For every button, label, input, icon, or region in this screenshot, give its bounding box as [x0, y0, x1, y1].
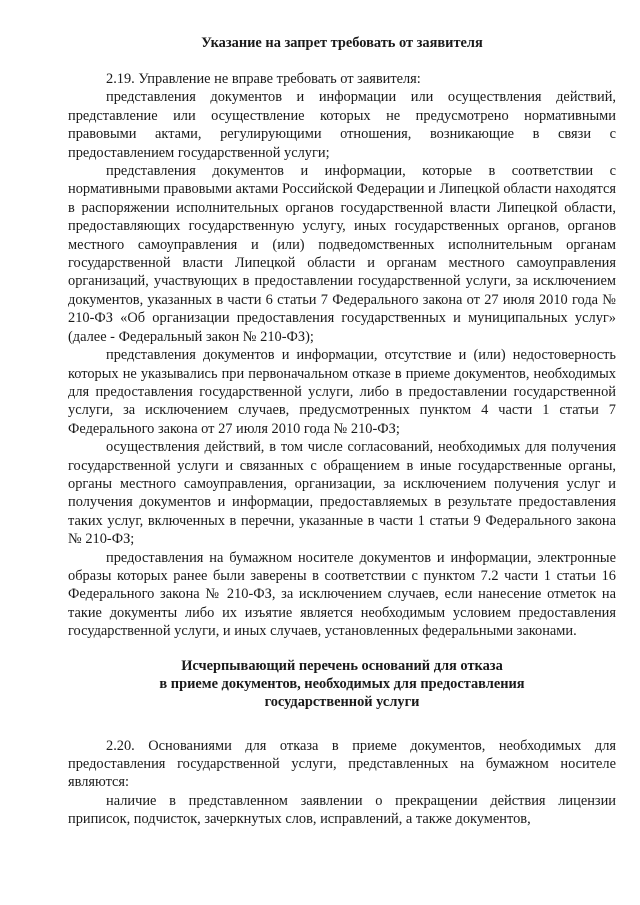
- paragraph-prohibition-3: представления документов и информации, отсутствие и (или) недостоверность которых не указывались при первоначальном отказе в приеме документов, необходимых для предоставления государственной услуги, либо в предоставлении государственной услуги, за исключением случаев, предусмотренных пунктом 4 части 1 статьи 7 Федерального закона от 27 июля 2010 года № 210-ФЗ;: [68, 347, 616, 437]
- paragraph-refusal-ground-1: наличие в представленном заявлении о прекращении действия лицензии приписок, подчисток, зачеркнутых слов, исправлений, а также документов,: [68, 792, 616, 828]
- paragraph-prohibition-2: представления документов и информации, которые в соответствии с нормативными правовыми актами Российской Федерации и Липецкой области находятся в распоряжении исполнительных органов государственной власти Липецкой области, предоставляющих государственную услугу, иных государственных органов, органов местного самоуправления и (или) подведомственных исполнительным органам государственной власти Липецкой области и органам местного самоуправления организаций, участвующих в предоставлении государственной услуги, за исключением документов, указанных в части 6 статьи 7 Федерального закона от 27 июля 2010 года № 210-ФЗ «Об организации предоставления государственных и муниципальных услуг» (далее - Федеральный закон № 210-ФЗ);: [68, 163, 616, 345]
- section-title-line: государственной услуги: [264, 693, 420, 710]
- section-title-line: Исчерпывающий перечень оснований для отказа: [181, 657, 503, 674]
- paragraph-prohibition-4: осуществления действий, в том числе согласований, необходимых для получения государственной услуги и связанных с обращением в иные государственные органы, органы местного самоуправления, организации, за исключением получения услуг и получения документов и информации, предоставляемых в результате предоставления таких услуг, включенных в перечни, указанные в части 1 статьи 9 Федерального закона № 210-ФЗ;: [68, 439, 616, 548]
- paragraph-prohibition-1: представления документов и информации или осуществления действий, представление или осуществление которых не предусмотрено нормативными правовыми актами, регулирующими отношения, возникающие в связи с предоставлением государственной услуги;: [68, 89, 616, 161]
- paragraph-2-19-intro: 2.19. Управление не вправе требовать от заявителя:: [106, 71, 421, 87]
- paragraph-2-20-intro: 2.20. Основаниями для отказа в приеме документов, необходимых для предоставления государственной услуги, представленных на бумажном носителе являются:: [68, 737, 616, 791]
- section-title-line: в приеме документов, необходимых для предоставления: [159, 675, 525, 692]
- document-page: [68, 34, 616, 829]
- section-title-refusal-grounds: [68, 657, 616, 711]
- section-title-prohibition: Указание на запрет требовать от заявителя: [201, 35, 483, 51]
- paragraph-prohibition-5: предоставления на бумажном носителе документов и информации, электронные образы которых ранее были заверены в соответствии с пунктом 7.2 части 1 статьи 16 Федерального закона № 210-ФЗ, за исключением случаев, если нанесение отметок на такие документы либо их изъятие является необходимым условием предоставления государственной услуги, и иных случаев, установленных федеральными законами.: [68, 549, 616, 640]
